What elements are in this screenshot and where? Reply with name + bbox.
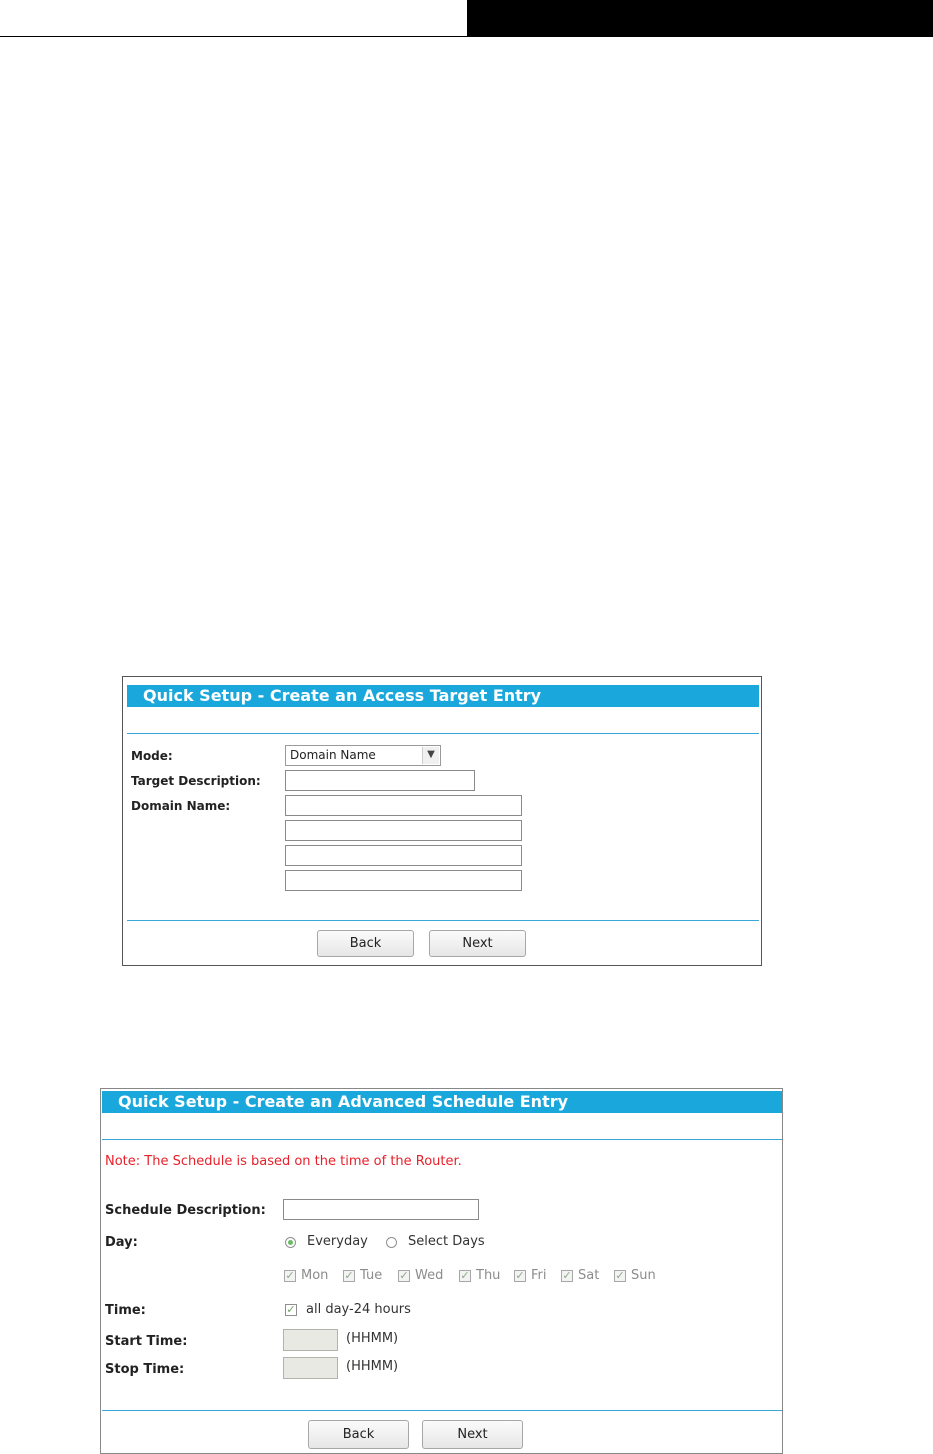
select-days-radio[interactable]	[386, 1237, 397, 1248]
everyday-radio[interactable]	[285, 1237, 296, 1248]
mon-label: Mon	[301, 1268, 329, 1283]
tue-checkbox[interactable]: ✓	[344, 1269, 354, 1282]
fri-label: Fri	[531, 1268, 547, 1283]
schedule-description-input[interactable]	[283, 1199, 479, 1220]
thu-label: Thu	[476, 1268, 501, 1283]
schedule-note: Note: The Schedule is based on the time of the Router.	[105, 1154, 462, 1169]
fri-checkbox[interactable]: ✓	[515, 1269, 525, 1282]
day-label: Day:	[105, 1235, 138, 1250]
everyday-label: Everyday	[307, 1234, 368, 1249]
back-button[interactable]: Back	[317, 930, 414, 957]
sun-checkbox[interactable]: ✓	[615, 1269, 625, 1282]
target-description-input[interactable]	[285, 770, 475, 791]
sat-checkbox[interactable]: ✓	[562, 1269, 572, 1282]
divider	[127, 920, 759, 921]
all-day-checkbox[interactable]: ✓	[286, 1303, 296, 1316]
target-description-label: Target Description:	[131, 774, 261, 788]
stop-time-input[interactable]	[283, 1357, 338, 1379]
panel-title: Quick Setup - Create an Access Target Entry	[127, 685, 759, 707]
next-button[interactable]: Next	[422, 1420, 523, 1449]
back-button[interactable]: Back	[308, 1420, 409, 1449]
chevron-down-icon: ▼	[422, 747, 439, 764]
time-label: Time:	[105, 1303, 146, 1318]
tue-label: Tue	[360, 1268, 383, 1283]
sun-label: Sun	[631, 1268, 656, 1283]
domain-name-label: Domain Name:	[131, 799, 231, 813]
stop-time-hint: (HHMM)	[346, 1359, 399, 1374]
divider	[102, 1139, 782, 1140]
next-button[interactable]: Next	[429, 930, 526, 957]
domain-name-input-4[interactable]	[285, 870, 522, 891]
domain-name-input-3[interactable]	[285, 845, 522, 866]
start-time-input[interactable]	[283, 1329, 338, 1351]
schedule-description-label: Schedule Description:	[105, 1203, 266, 1218]
stop-time-label: Stop Time:	[105, 1362, 185, 1377]
sat-label: Sat	[578, 1268, 600, 1283]
all-day-label: all day-24 hours	[306, 1302, 411, 1317]
divider	[127, 733, 759, 734]
header-rule	[0, 36, 467, 37]
domain-name-input-2[interactable]	[285, 820, 522, 841]
divider	[102, 1410, 782, 1411]
select-days-label: Select Days	[408, 1234, 485, 1249]
wed-label: Wed	[415, 1268, 444, 1283]
access-target-panel	[122, 676, 762, 966]
thu-checkbox[interactable]: ✓	[460, 1269, 470, 1282]
mode-select-value: Domain Name	[290, 748, 376, 762]
header-bar	[467, 0, 933, 37]
wed-checkbox[interactable]: ✓	[399, 1269, 409, 1282]
mon-checkbox[interactable]: ✓	[285, 1269, 295, 1282]
advanced-schedule-panel	[100, 1088, 783, 1454]
domain-name-input-1[interactable]	[285, 795, 522, 816]
panel-title: Quick Setup - Create an Advanced Schedule Entry	[102, 1091, 782, 1113]
start-time-label: Start Time:	[105, 1334, 188, 1349]
start-time-hint: (HHMM)	[346, 1331, 399, 1346]
mode-select[interactable]	[285, 745, 441, 766]
mode-label: Mode:	[131, 749, 173, 763]
